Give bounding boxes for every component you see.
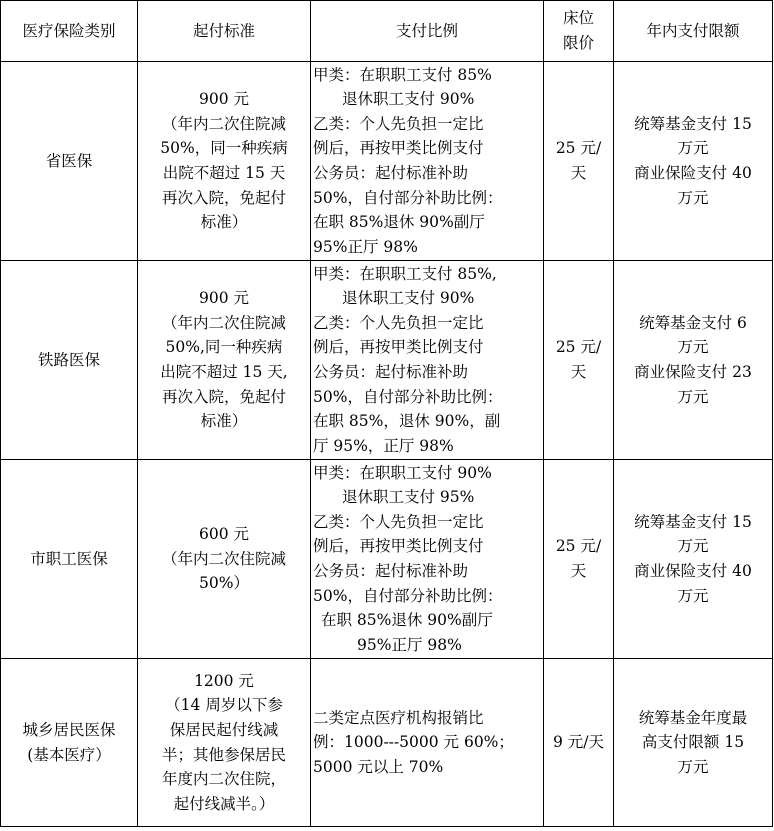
category-cell: 市职工医保: [1, 460, 138, 659]
annual-limit-cell: 统筹基金支付 6 万元 商业保险支付 23 万元: [614, 261, 773, 460]
deductible-cell: 900 元 （年内二次住院减 50%,同一种疾病 出院不超过 15 天, 再次入院，免起付 标准）: [138, 261, 311, 460]
payment-ratio-cell: 甲类：在职职工支付 85%, 退休职工支付 90% 乙类：个人先负担一定比 例后，再按甲类比例支付 公务员：起付标准补助 50%，自付部分补助比例： 在职 85%，退休 90%，副 厅 95%，正厅 98%: [311, 261, 544, 460]
annual-limit-cell: 统筹基金支付 15 万元 商业保险支付 40 万元: [614, 62, 773, 261]
annual-limit-cell: 统筹基金年度最 高支付限额 15 万元: [614, 659, 773, 827]
deductible-cell: 600 元 （年内二次住院减 50%）: [138, 460, 311, 659]
payment-ratio-cell: 甲类：在职职工支付 90% 退休职工支付 95% 乙类：个人先负担一定比 例后，再按甲类比例支付 公务员：起付标准补助 50%，自付部分补助比例： 在职 85%退休 90%副厅 95%正厅 98%: [311, 460, 544, 659]
bed-limit-cell: 9 元/天: [544, 659, 614, 827]
header-bed-limit: 床位 限价: [544, 1, 614, 62]
header-annual-limit: 年内支付限额: [614, 1, 773, 62]
header-category: 医疗保险类别: [1, 1, 138, 62]
category-cell: 铁路医保: [1, 261, 138, 460]
bed-limit-cell: 25 元/ 天: [544, 62, 614, 261]
deductible-cell: 1200 元 （14 周岁以下参 保居民起付线减 半；其他参保居民 年度内二次住院， 起付线减半。）: [138, 659, 311, 827]
table-row: [1, 261, 773, 460]
category-cell: 城乡居民医保 (基本医疗）: [1, 659, 138, 827]
header-deductible: 起付标准: [138, 1, 311, 62]
header-payment-ratio: 支付比例: [311, 1, 544, 62]
bed-limit-cell: 25 元/ 天: [544, 261, 614, 460]
deductible-cell: 900 元 （年内二次住院减 50%，同一种疾病 出院不超过 15 天 再次入院，免起付 标准）: [138, 62, 311, 261]
table-row: [1, 62, 773, 261]
header-row: [1, 1, 773, 62]
table-row: [1, 460, 773, 659]
payment-ratio-cell: 甲类：在职职工支付 85% 退休职工支付 90% 乙类：个人先负担一定比 例后，再按甲类比例支付 公务员：起付标准补助 50%，自付部分补助比例： 在职 85%退休 90%副厅 95%正厅 98%: [311, 62, 544, 261]
table-row: [1, 659, 773, 827]
bed-limit-cell: 25 元/ 天: [544, 460, 614, 659]
payment-ratio-cell: 二类定点医疗机构报销比 例：1000---5000 元 60%； 5000 元以上 70%: [311, 659, 544, 827]
category-cell: 省医保: [1, 62, 138, 261]
annual-limit-cell: 统筹基金支付 15 万元 商业保险支付 40 万元: [614, 460, 773, 659]
